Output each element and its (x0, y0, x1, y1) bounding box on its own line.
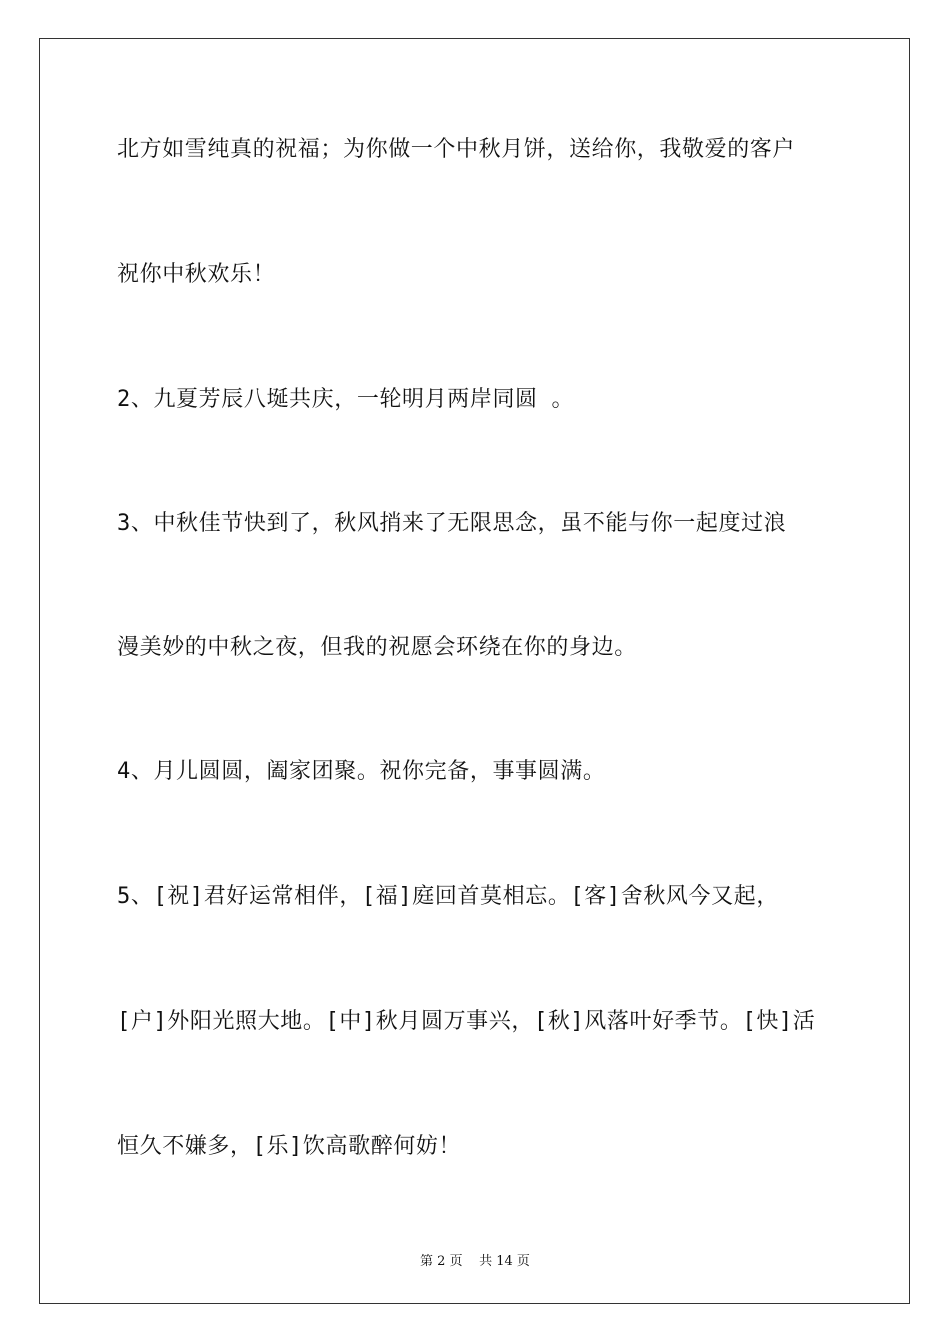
text-line-2: 祝你中秋欢乐！ (117, 262, 276, 287)
text-line-9: 恒久不嫌多，[乐]饮高歌醉何妨！ (117, 1134, 462, 1159)
text-line-7: 5、[祝]君好运常相伴，[福]庭回首莫相忘。[客]舍秋风今又起， (117, 884, 779, 909)
page-border (39, 38, 910, 1304)
text-line-6: 4、月儿圆圆，阖家团聚。祝你完备，事事圆满。 (117, 759, 606, 784)
text-line-3: 2、九夏芳辰八埏共庆，一轮明月两岸同圆 。 (117, 387, 575, 412)
page-number: 第 2 页 (420, 1254, 463, 1269)
page-footer (0, 1250, 950, 1269)
text-line-1: 北方如雪纯真的祝福；为你做一个中秋月饼，送给你，我敬爱的客户 (117, 137, 796, 162)
text-line-4: 3、中秋佳节快到了，秋风捎来了无限思念，虽不能与你一起度过浪 (117, 511, 787, 536)
text-line-8: [户]外阳光照大地。[中]秋月圆万事兴，[秋]风落叶好季节。[快]活 (117, 1009, 816, 1034)
text-line-5: 漫美妙的中秋之夜，但我的祝愿会环绕在你的身边。 (117, 635, 637, 660)
page-total: 共 14 页 (479, 1254, 530, 1269)
